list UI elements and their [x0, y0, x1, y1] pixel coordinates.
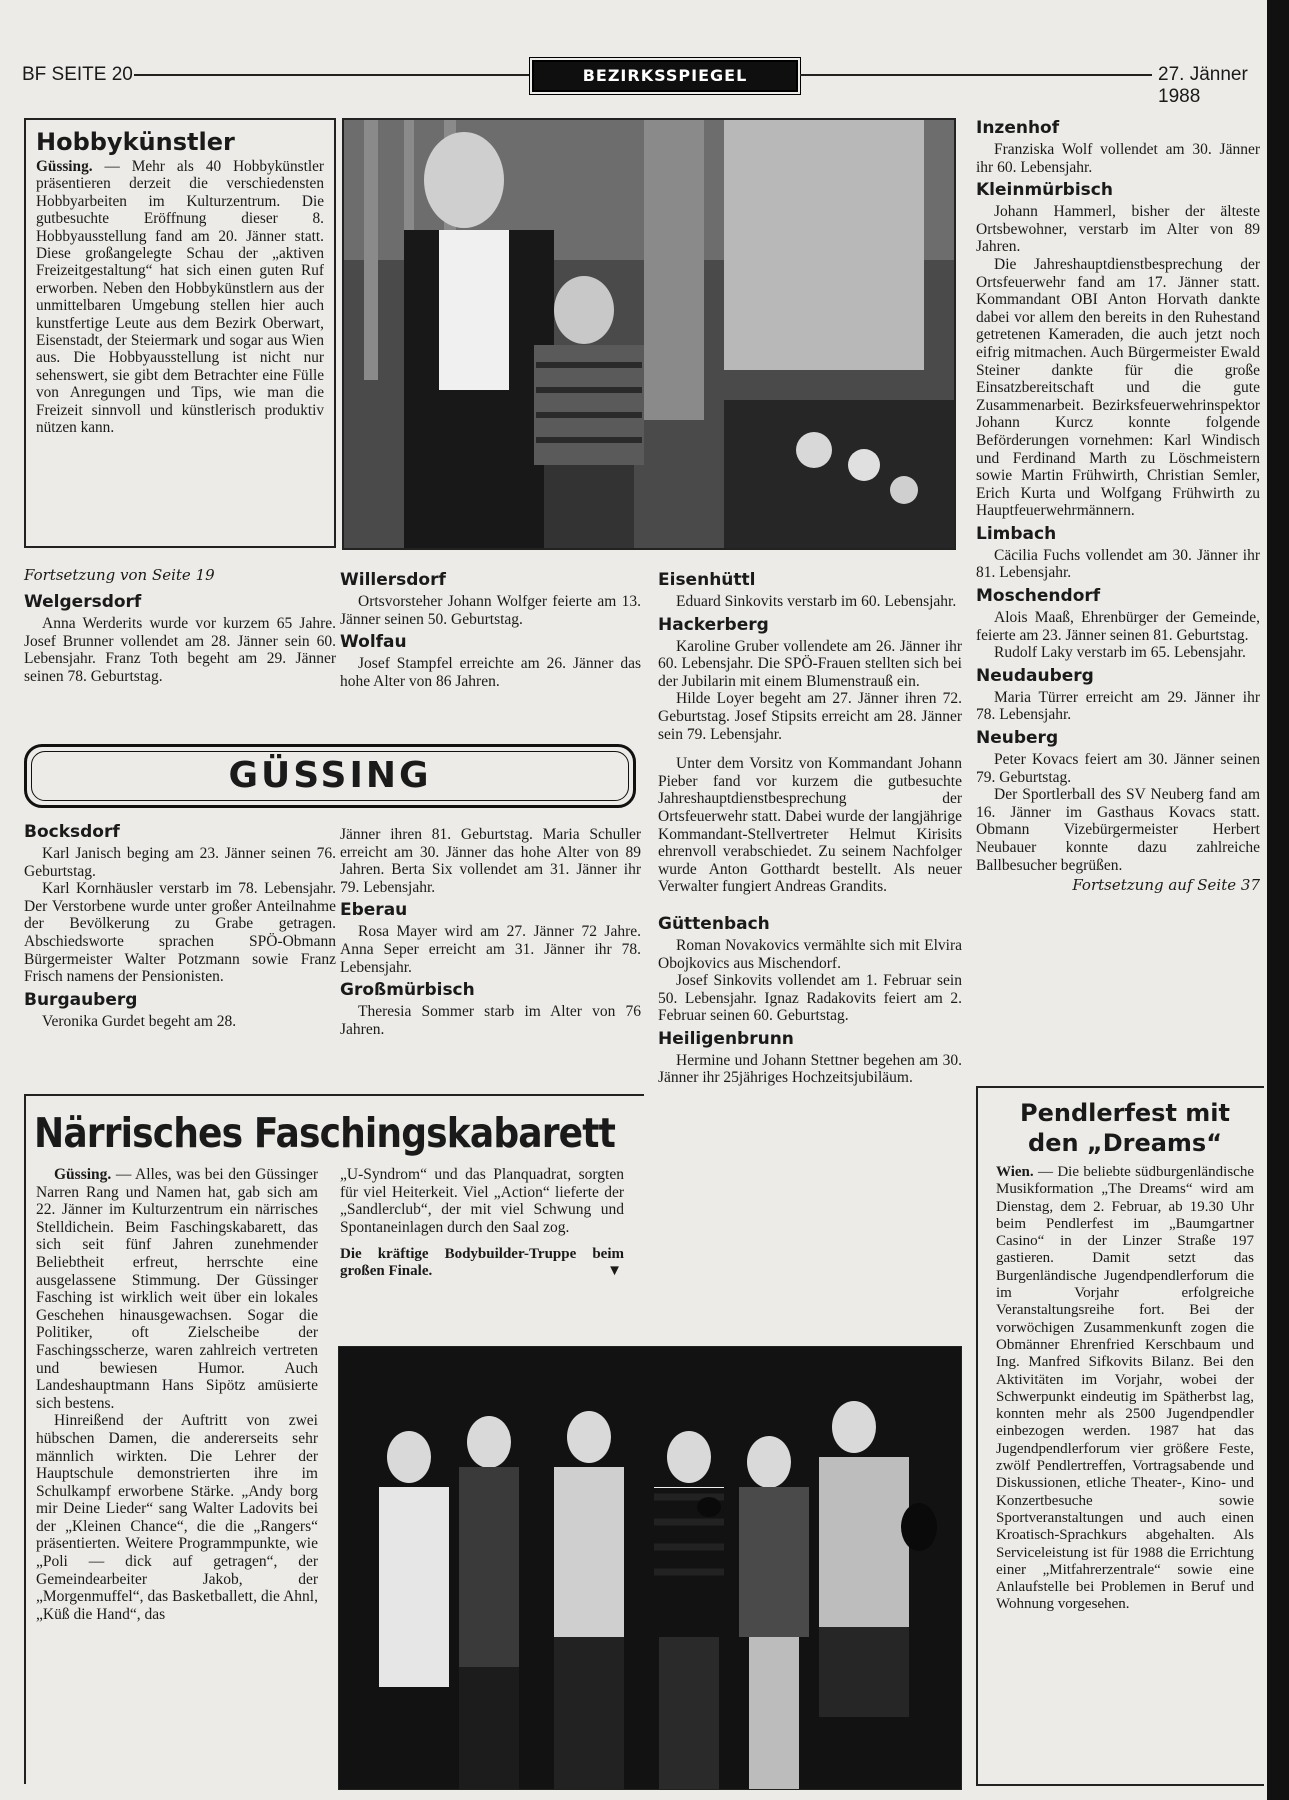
heiligenbrunn-text: Hermine und Johann Stettner begehen am 30. Jänner ihr 25jähriges Hochzeitsjubiläum. — [658, 1051, 962, 1087]
moschendorf-text-1: Alois Maaß, Ehrenbürger der Gemeinde, feierte am 23. Jänner seinen 81. Geburtstag. — [976, 609, 1260, 644]
hackerberg-text-2: Hilde Loyer begeht am 27. Jänner ihren 72. Geburtstag. Josef Stipsits erreicht am 28. Jänner sein 79. Lebensjahr. — [658, 690, 962, 743]
hobby-place: Güssing. — [36, 158, 93, 175]
heading-willersdorf: Willersdorf — [340, 570, 446, 590]
neuberg-text-1: Peter Kovacs feiert am 30. Jänner seinen 79. Geburtstag. — [976, 751, 1260, 786]
hackerberg-text-3: Unter dem Vorsitz von Kommandant Johann Pieber fand vor kurzem die gutbesuchte Jahreshauptdienstbesprechung der Ortsfeuerwehr statt. Dabei wurde der langjährige Kommandant-Stellvertreter Helmut Kirisits ehrenvoll verabschiedet. Zu seinem Nachfolger wurde Anton Gotthardt bestellt. Als neuer Verwalter fungiert Andreas Grandits. — [658, 755, 962, 896]
kabarett-col1 — [36, 1166, 318, 1623]
heading-guettenbach: Güttenbach — [658, 913, 770, 934]
heading-wolfau: Wolfau — [340, 632, 407, 653]
heading-neuberg: Neuberg — [976, 728, 1059, 749]
kabarett-photo — [338, 1346, 962, 1790]
guettenbach-text-2: Josef Sinkovits vollendet am 1. Februar sein 50. Lebensjahr. Ignaz Radakovits feiert am 2. Februar seinen 60. Geburtstag. — [658, 972, 962, 1025]
section-label: BEZIRKSSPIEGEL — [532, 60, 798, 92]
kabarett-title: Närrisches Faschingskabarett — [34, 1109, 615, 1157]
kabarett-place: Güssing. — [54, 1166, 112, 1183]
col1-lower — [24, 818, 336, 1030]
caption-arrow-icon: ▼ — [607, 1263, 622, 1280]
guessing-banner: GÜSSING — [24, 744, 636, 808]
heading-kleinmuerbisch: Kleinmürbisch — [976, 180, 1113, 201]
hobby-photo — [342, 118, 956, 550]
heading-eisenhuettl: Eisenhüttl — [658, 570, 756, 590]
hobby-title: Hobbykünstler — [36, 128, 235, 156]
grossmuerbisch-text: Theresia Sommer starb im Alter von 76 Jahren. — [340, 1003, 641, 1038]
kabarett-text-1: — Alles, was bei den Güssinger Narren Rang und Namen hat, gab sich am 22. Jänner im Kulturzentrum ein närrisches Stelldichein. Beim Faschingskabarett, das sich seit fünf Jahren zunehmender Beliebtheit erfreut, herrschte eine ausgelassene Stimmung. Der Güssinger Fasching ist wirklich weit über ein lokales Geschehen hinausgewachsen. Sogar die Politiker, oft Zielscheibe der Faschingsscherze, waren zahlreich vertreten und bewiesen Humor. Auch Landeshauptmann Hans Sipötz amüsierte sich bestens. — [36, 1166, 318, 1412]
pendler-article — [976, 1086, 1264, 1786]
hobby-article — [24, 118, 336, 548]
bocksdorf-text-1: Karl Janisch beging am 23. Jänner seinen 76. Geburtstag. — [24, 845, 336, 880]
kleinmuerbisch-text-1: Johann Hammerl, bisher der älteste Ortsbewohner, verstarb im Alter von 89 Jahren. — [976, 203, 1260, 256]
col4 — [976, 118, 1260, 894]
wolfau-text: Josef Stampfel erreichte am 26. Jänner das hohe Alter von 86 Jahren. — [340, 655, 641, 690]
eisenhuettl-text: Eduard Sinkovits verstarb im 60. Lebensjahr. — [676, 593, 957, 610]
col2-upper — [340, 566, 641, 690]
exhibition-photo-illustration — [344, 120, 954, 548]
neudauberg-text: Maria Türrer erreicht am 29. Jänner ihr 78. Lebensjahr. — [976, 688, 1260, 724]
pendler-place: Wien. — [996, 1164, 1034, 1180]
page-header — [22, 62, 1267, 107]
heading-heiligenbrunn: Heiligenbrunn — [658, 1028, 794, 1049]
neuberg-text-2: Der Sportlerball des SV Neuberg fand am 16. Jänner im Gasthaus Kovacs statt. Obmann Vizebürgermeister Herbert Neubauer konnte dazu zahlreiche Ballbesucher begrüßen. — [976, 786, 1260, 874]
burgauberg-text: Veronika Gurdet begeht am 28. — [42, 1012, 237, 1030]
heading-bocksdorf: Bocksdorf — [24, 822, 120, 842]
heading-moschendorf: Moschendorf — [976, 586, 1101, 607]
page-number: BF SEITE 20 — [22, 64, 133, 85]
col1-upper — [24, 566, 336, 685]
hackerberg-text-1: Karoline Gruber vollendete am 26. Jänner ihr 60. Lebensjahr. Die SPÖ-Frauen stellten sich bei der Jubilarin mit einem Blumenstrauß ein. — [658, 637, 962, 690]
col2-lower — [340, 826, 641, 1038]
bodybuilder-photo-illustration — [339, 1347, 961, 1789]
continued-to: Fortsetzung auf Seite 37 — [1072, 876, 1260, 895]
kleinmuerbisch-text-2: Die Jahreshauptdienstbesprechung der Ortsfeuerwehr fand am 17. Jänner statt. Kommandant OBI Anton Horvath dankte dabei vor allem den bereits in den Ruhestand getretenen Kameraden, die auch jetzt noch eifrig mitmachen. Auch Bürgermeister Ewald Steiner dankte für die große Einsatzbereitschaft und die gute Zusammenarbeit. Bezirksfeuerwehrinspektor Johann Kurcz konnte folgende Beförderungen vornehmen: Karl Windisch und Ferdinand Marth zu Löschmeistern sowie Martin Frühwirth, Christian Semler, Erich Kurta und Wolfgang Frühwirth zu Hauptfeuerwehrmännern. — [976, 255, 1260, 520]
continued-from: Fortsetzung von Seite 19 — [24, 566, 215, 584]
limbach-text: Cäcilia Fuchs vollendet am 30. Jänner ihr 81. Lebensjahr. — [976, 546, 1260, 582]
heading-hackerberg: Hackerberg — [658, 614, 769, 635]
heading-welgersdorf: Welgersdorf — [24, 592, 142, 612]
inzenhof-text: Franziska Wolf vollendet am 30. Jänner ihr 60. Lebensjahr. — [976, 141, 1260, 176]
heading-eberau: Eberau — [340, 900, 408, 921]
kabarett-text-3: „U-Syndrom“ und das Planquadrat, sorgten für viel Heiterkeit. Viel „Action“ lieferte der „Sandlerclub“, der mit viel Schwung und Spontaneinlagen durch den Saal zog. — [340, 1166, 624, 1236]
heading-neudauberg: Neudauberg — [976, 665, 1094, 686]
kabarett-text-2: Hinreißend der Auftritt von zwei hübschen Damen, die andererseits sehr männlich wirkten. Die Lehrer der Hauptschule demonstrierten ihre im Schulkampf erworbene Stärke. „Andy borg mir Deine Lieder“ sang Walter Ladovits bei der „Kleinen Chance“, die die „Rangers“ präsentierten. Weitere Programmpunkte, wie „Poli — dick auf getragen“, der Gemeindearbeiter Jakob, der „Morgenmuffel“, das Basketballett, die Ahnl, „Küß die Hand“, das — [36, 1412, 318, 1623]
photo-caption: Die kräftige Bodybuilder-Truppe beim großen Finale. ▼ — [340, 1246, 624, 1280]
guettenbach-text-1: Roman Novakovics vermählte sich mit Elvira Obojkovics aus Mischendorf. — [658, 936, 962, 972]
col3 — [658, 566, 962, 1087]
heading-burgauberg: Burgauberg — [24, 989, 138, 1010]
heading-grossmuerbisch: Großmürbisch — [340, 980, 475, 1001]
page-edge-shadow — [1267, 0, 1289, 1800]
willersdorf-text: Ortsvorsteher Johann Wolfger feierte am 13. Jänner seinen 50. Geburtstag. — [340, 593, 641, 628]
moschendorf-text-2: Rudolf Laky verstarb im 65. Lebensjahr. — [994, 644, 1246, 662]
kabarett-col2 — [340, 1166, 624, 1280]
pendler-title: Pendlerfest mit den „Dreams“ — [1019, 1099, 1230, 1157]
issue-date: 27. Jänner 1988 — [1158, 64, 1248, 107]
welgersdorf-text: Anna Werderits wurde vor kurzem 65 Jahre. Josef Brunner vollendet am 28. Jänner sein 60. Lebensjahr. Franz Toth begeht am 29. Jänner seinen 78. Geburtstag. — [24, 615, 336, 685]
pendler-text: — Die beliebte südburgenländische Musikformation „The Dreams“ wird am Dienstag, dem 2. Februar, ab 19.30 Uhr beim Pendlerfest im „Baumgartner Casino“ in der Linzer Straße 197 gastieren. Damit setzt das Burgenländische Jugendpendlerforum die im Vorjahr erfolgreiche Veranstaltungsreihe fort. Bei der vorwöchigen Zusammenkunft zogen die Obmänner Ehrenfried Kerschbaum und Ing. Manfred Sifkovits Bilanz. Bei den Aktivitäten im Vorjahr, wobei der Schwerpunkt eindeutig im Spätherbst lag, konnten mehr als 2500 Jugendpendler einbezogen werden. 1987 hat das Jugendpendlerforum vier größere Feste, zwölf Pendlertreffen, Vortragsabende und Diskussionen, etliche Theater-, Kino- und Konzertbesuche sowie Sportveranstaltungen und auch einen Kroatisch-Sprachkurs abgehalten. Als Serviceleistung ist für 1988 die Errichtung einer „Mitfahrerzentrale“ sowie eine Anlaufstelle bei Problemen in Beruf und Wohnung vorgesehen. — [996, 1164, 1254, 1613]
bocksdorf-text-2: Karl Kornhäusler verstarb im 78. Lebensjahr. Der Verstorbene wurde unter großer Anteilnahme der Bevölkerung zu Grabe getragen. Abschiedsworte sprachen SPÖ-Obmann Bürgermeister Walter Potzmann sowie Franz Frisch namens der Pensionisten. — [24, 880, 336, 986]
heading-limbach: Limbach — [976, 523, 1057, 544]
eberau-text: Rosa Mayer wird am 27. Jänner 72 Jahre. Anna Seper erreicht am 31. Jänner ihr 78. Lebensjahr. — [340, 923, 641, 976]
hobby-text: — Mehr als 40 Hobbykünstler präsentieren derzeit die verschiedensten Hobbyarbeiten im Kulturzentrum. Die gutbesuchte Eröffnung dieser 8. Hobbyausstellung fand am 20. Jänner statt. Diese großangelegte Schau der „aktiven Freizeitgestaltung“ hat sich einen guten Ruf erworben. Neben den Hobbykünstlern aus der unmittelbaren Umgebung stellen hier auch kunstfertige Leute aus dem Bezirk Oberwart, Eisenstadt, der Steiermark und sogar aus Wien aus. Die Hobbyausstellung ist nicht nur sehenswert, sie gibt dem Betrachter eine Fülle von Anregungen und Tips, wie man die Freizeit sinnvoll und künstlerisch produktiv nützen kann. — [36, 158, 324, 437]
burgauberg-continued: Jänner ihren 81. Geburtstag. Maria Schuller erreicht am 30. Jänner das hohe Alter von 89 Jahren. Berta Six vollendet am 31. Jänner ihr 79. Lebensjahr. — [340, 826, 641, 896]
heading-inzenhof: Inzenhof — [976, 118, 1060, 138]
